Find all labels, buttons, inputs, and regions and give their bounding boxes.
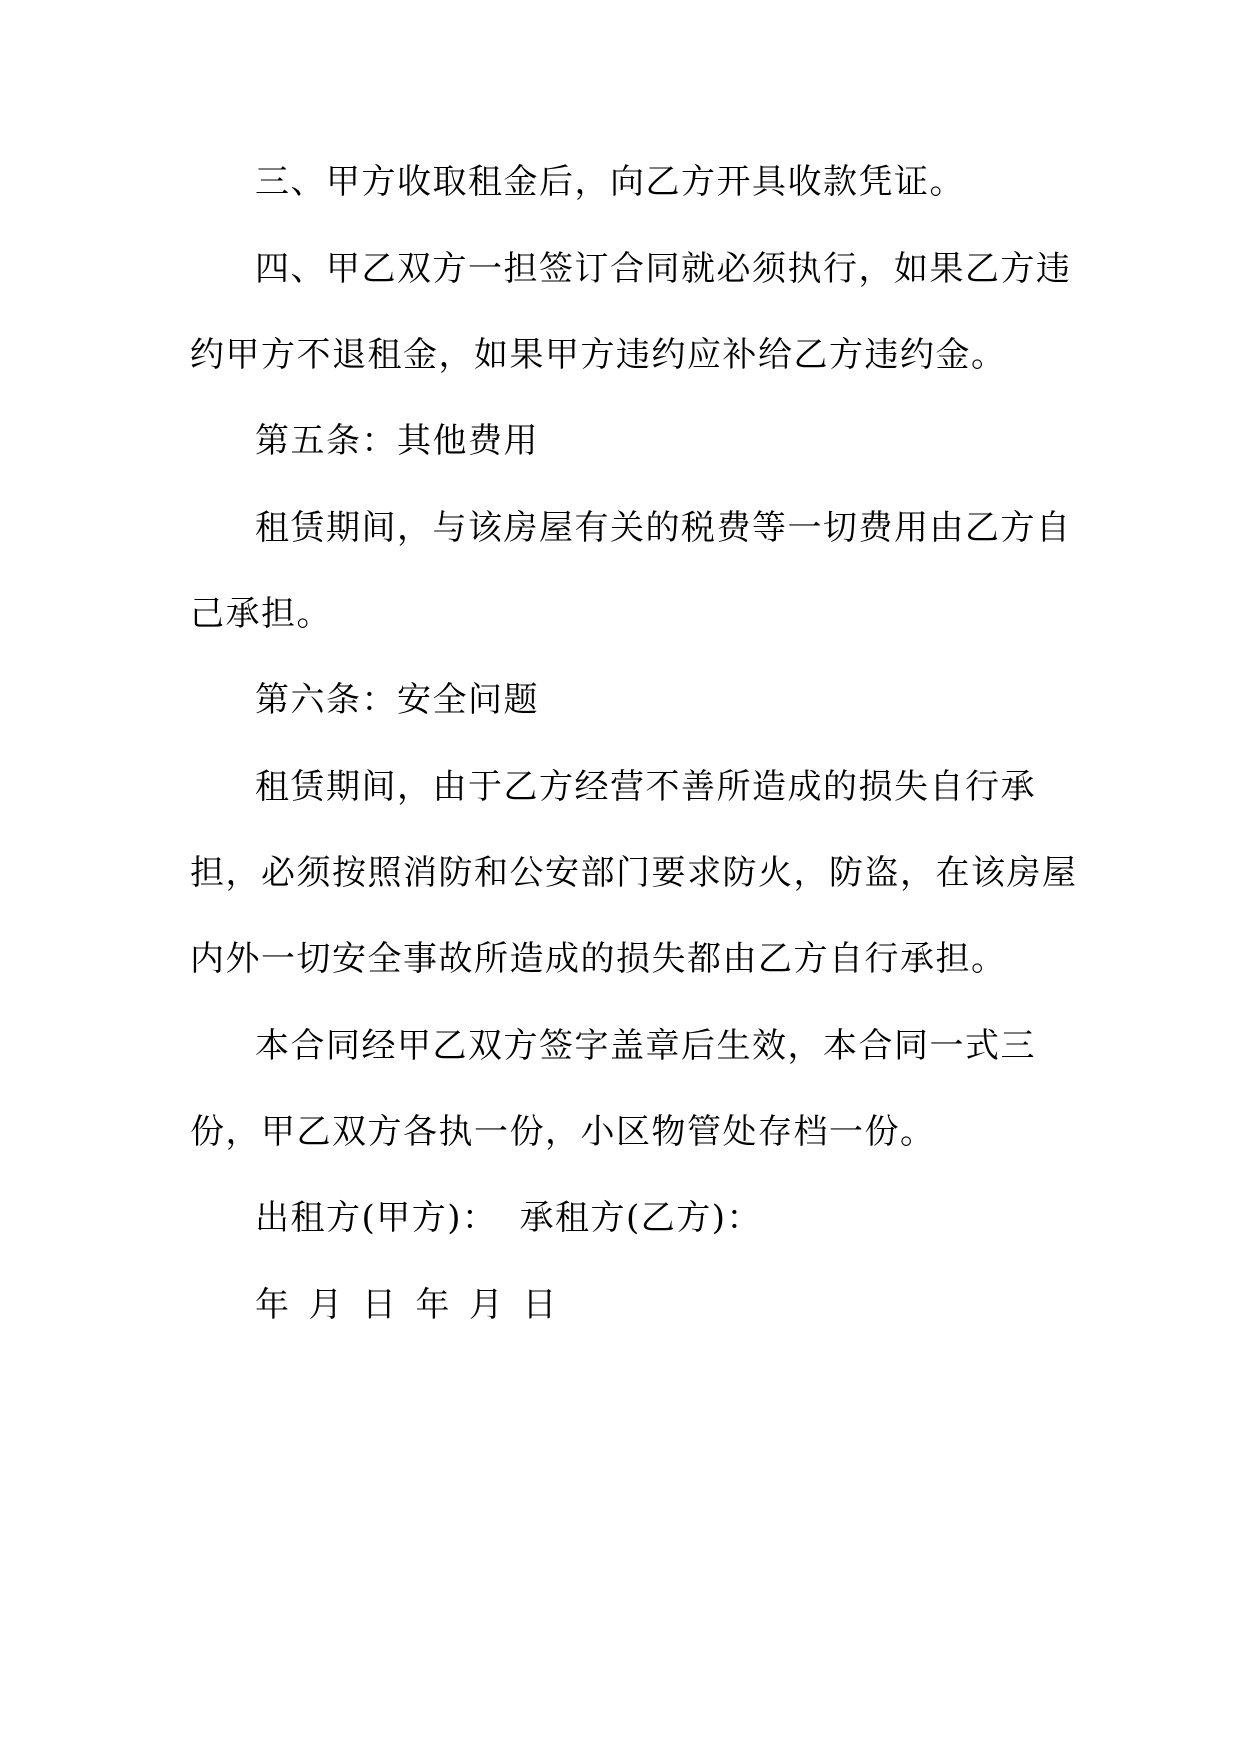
- article-6-heading: 第六条：安全问题: [255, 680, 539, 720]
- article-6-line-1: 租赁期间，由于乙方经营不善所造成的损失自行承: [255, 767, 1036, 807]
- clause-4-line-2: 约甲方不退租金，如果甲方违约应补给乙方违约金。: [190, 335, 1007, 375]
- lessor-month-label: 月: [308, 1285, 344, 1325]
- lessor-day-label: 日: [362, 1285, 398, 1325]
- clause-3-receipt: 三、甲方收取租金后，向乙方开具收款凭证。: [255, 162, 965, 202]
- article-5-line-1: 租赁期间，与该房屋有关的税费等一切费用由乙方自: [255, 508, 1072, 548]
- lessee-label: 承租方(乙方)：: [519, 1198, 763, 1238]
- clause-4-line-1: 四、甲乙双方一担签订合同就必须执行，如果乙方违: [255, 249, 1072, 289]
- article-6-line-2: 担，必须按照消防和公安部门要求防火，防盗，在该房屋: [190, 853, 1078, 893]
- article-6-line-3: 内外一切安全事故所造成的损失都由乙方自行承担。: [190, 939, 1007, 979]
- lessee-month-label: 月: [469, 1285, 505, 1325]
- effect-clause-line-1: 本合同经甲乙双方签字盖章后生效，本合同一式三: [255, 1026, 1036, 1066]
- date-line: [255, 1285, 1135, 1325]
- article-5-heading: 第五条：其他费用: [255, 421, 539, 461]
- signature-line: [255, 1198, 1135, 1238]
- lessee-day-label: 日: [522, 1285, 558, 1325]
- lessor-label: 出租方(甲方)：: [255, 1198, 498, 1238]
- lessor-year-label: 年: [255, 1285, 291, 1325]
- effect-clause-line-2: 份，甲乙双方各执一份，小区物管处存档一份。: [190, 1112, 936, 1152]
- article-5-line-2: 己承担。: [190, 594, 332, 634]
- lessee-year-label: 年: [415, 1285, 451, 1325]
